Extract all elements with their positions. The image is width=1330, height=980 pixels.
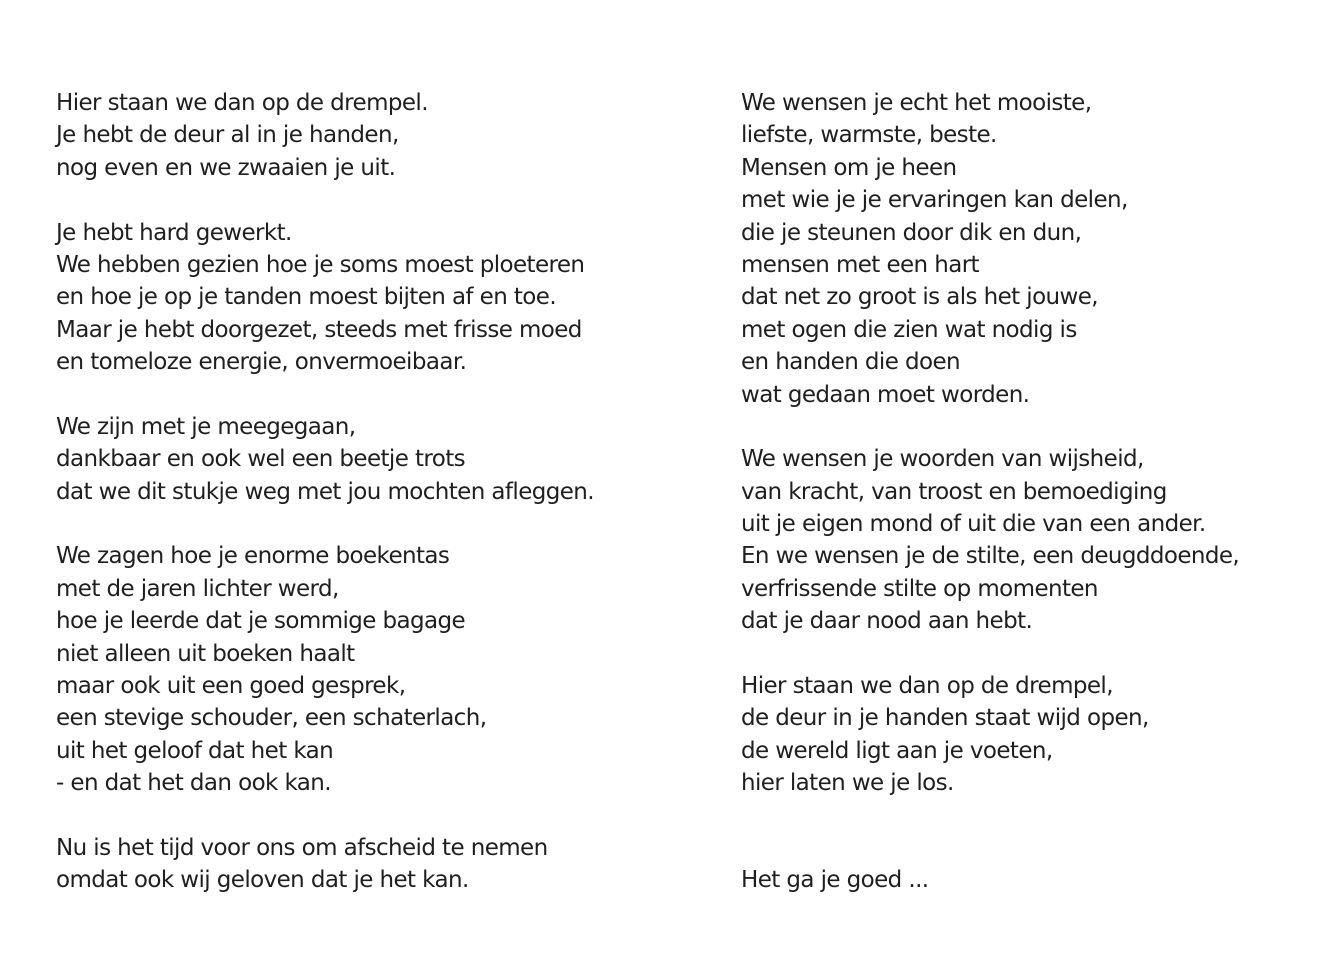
poem-line: Maar je hebt doorgezet, steeds met frisse moed [56, 316, 582, 343]
poem-line: nog even en we zwaaien je uit. [56, 154, 396, 181]
stanza-gap [741, 800, 1321, 865]
poem-line: En we wensen je de stilte, een deugddoende, [741, 543, 1240, 570]
poem-line: die je steunen door dik en dun, [741, 219, 1082, 246]
poem-line: Je hebt hard gewerkt. [56, 219, 292, 246]
poem-line: met ogen die zien wat nodig is [741, 316, 1077, 343]
poem-line: maar ook uit een goed gesprek, [56, 673, 406, 700]
stanza-gap [741, 411, 1321, 443]
poem-line: dankbaar en ook wel een beetje trots [56, 446, 466, 473]
poem-line: een stevige schouder, een schaterlach, [56, 705, 487, 732]
poem-line: dat je daar nood aan hebt. [741, 608, 1033, 635]
stanza-gap [56, 508, 696, 540]
poem-line: Nu is het tijd voor ons om afscheid te nemen [56, 834, 548, 861]
stanza-2 [56, 217, 696, 379]
poem-line: Hier staan we dan op de drempel. [56, 90, 428, 116]
stanza-8 [741, 670, 1321, 800]
poem-line: We wensen je echt het mooiste, [741, 90, 1092, 116]
poem-line: van kracht, van troost en bemoediging [741, 478, 1167, 505]
poem-line: en handen die doen [741, 349, 960, 376]
stanza-4 [56, 540, 696, 799]
poem-line: niet alleen uit boeken haalt [56, 640, 355, 667]
stanza-6 [741, 87, 1321, 411]
poem-line: met de jaren lichter werd, [56, 575, 339, 602]
poem-line: We wensen je woorden van wijsheid, [741, 446, 1144, 473]
poem-line: We zagen hoe je enorme boekentas [56, 543, 450, 570]
stanza-5 [56, 832, 696, 897]
poem-line: liefste, warmste, beste. [741, 122, 997, 149]
poem-line: We hebben gezien hoe je soms moest ploeteren [56, 251, 585, 278]
stanza-1 [56, 87, 696, 184]
poem-line: met wie je je ervaringen kan delen, [741, 187, 1128, 214]
poem-line: en tomeloze energie, onvermoeibaar. [56, 349, 467, 376]
poem-line: uit het geloof dat het kan [56, 737, 334, 764]
poem-line: Mensen om je heen [741, 154, 957, 181]
stanza-gap [56, 800, 696, 832]
stanza-gap [741, 638, 1321, 670]
poem-line: We zijn met je meegegaan, [56, 413, 356, 440]
poem-line: Hier staan we dan op de drempel, [741, 673, 1113, 700]
poem-line: hier laten we je los. [741, 770, 954, 797]
poem-line: en hoe je op je tanden moest bijten af en toe. [56, 284, 557, 311]
poem-line: uit je eigen mond of uit die van een ander. [741, 511, 1206, 538]
stanza-7 [741, 443, 1321, 637]
poem-line: wat gedaan moet worden. [741, 381, 1030, 408]
poem-closing: Het ga je goed ... [741, 867, 929, 894]
poem-right-column [741, 87, 1321, 897]
poem-line: dat net zo groot is als het jouwe, [741, 284, 1098, 311]
stanza-3 [56, 411, 696, 508]
poem-line: dat we dit stukje weg met jou mochten afleggen. [56, 478, 594, 505]
poem-line: de wereld ligt aan je voeten, [741, 737, 1053, 764]
poem-line: Je hebt de deur al in je handen, [56, 122, 399, 149]
poem-line: - en dat het dan ook kan. [56, 770, 331, 797]
stanza-gap [56, 184, 696, 216]
poem-line: hoe je leerde dat je sommige bagage [56, 608, 466, 635]
poem-left-column [56, 87, 696, 897]
poem-line: verfrissende stilte op momenten [741, 575, 1098, 602]
poem-line: omdat ook wij geloven dat je het kan. [56, 867, 469, 894]
stanza-gap [56, 379, 696, 411]
poem-line: de deur in je handen staat wijd open, [741, 705, 1149, 732]
poem-line: mensen met een hart [741, 251, 979, 278]
